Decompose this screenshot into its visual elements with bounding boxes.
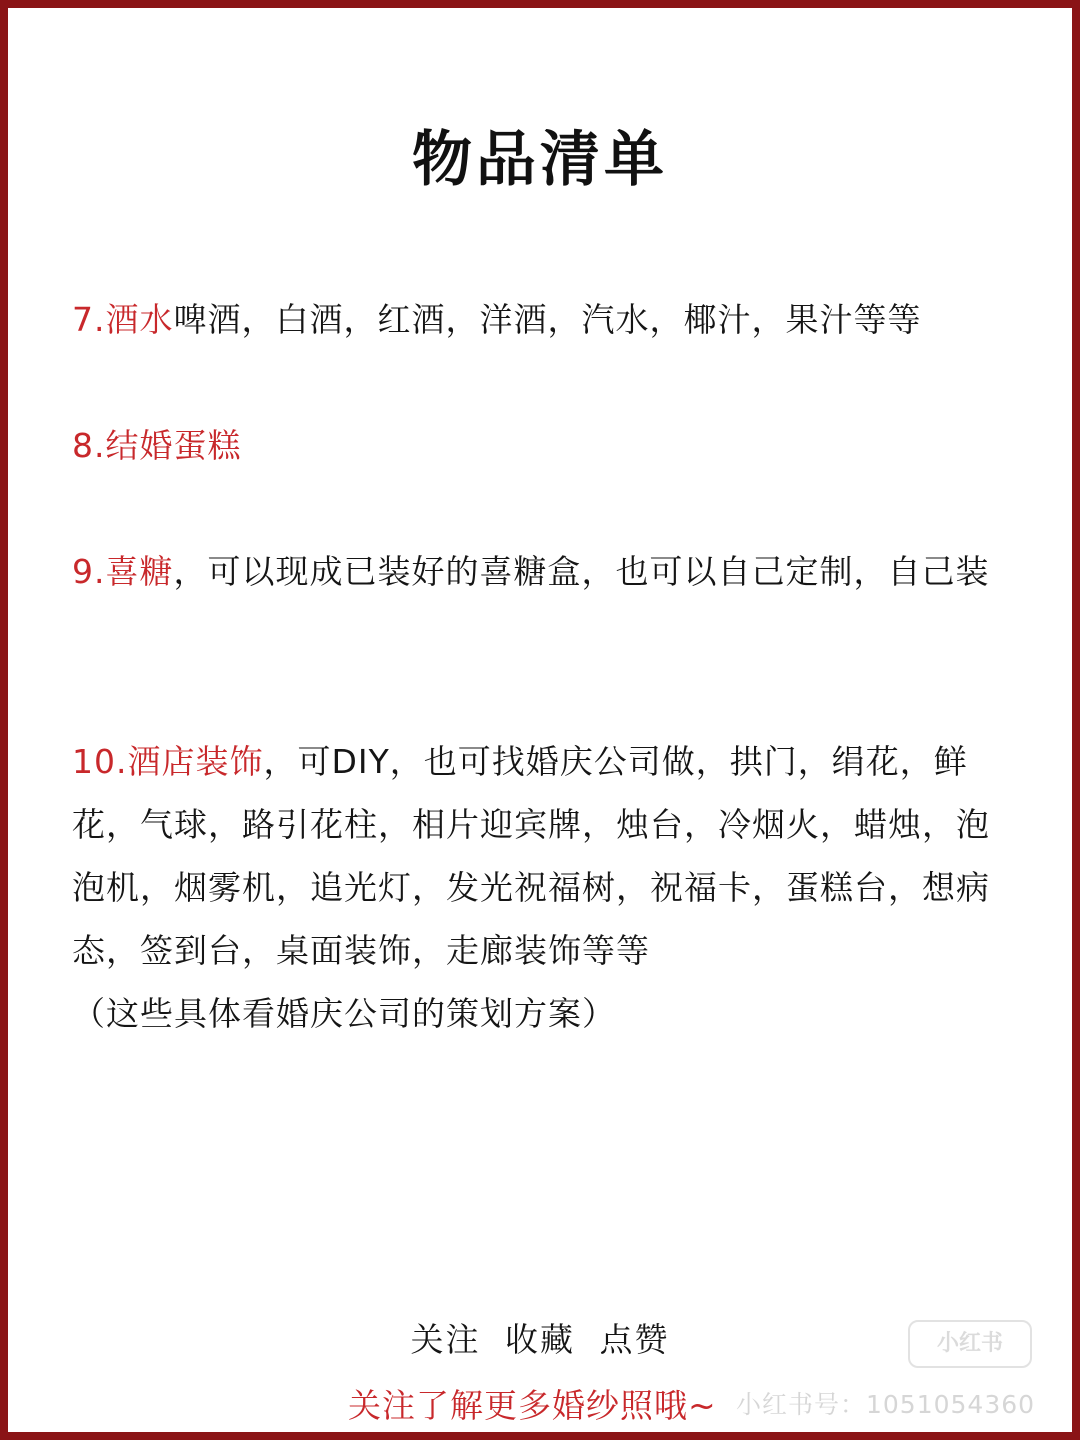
item-text: ，可DIY，也可找婚庆公司做，拱门，绢花，鲜花，气球，路引花柱，相片迎宾牌，烛台，冷烟火，蜡烛，泡泡机，烟雾机，追光灯，发光祝福树，祝福卡，蛋糕台，想病态，签到台，桌面装饰，走廊装饰等等	[72, 742, 990, 970]
planning-note: （这些具体看婚庆公司的策划方案）	[72, 994, 616, 1033]
item-text: 啤酒，白酒，红酒，洋酒，汽水，椰汁，果汁等等	[173, 300, 922, 339]
follow-button[interactable]: 关注	[410, 1320, 481, 1359]
item-number: 8.	[72, 426, 106, 465]
list-item-7	[72, 288, 992, 351]
item-number: 7.	[72, 300, 106, 339]
item-label: 结婚蛋糕	[105, 426, 242, 465]
page-title: 物品清单	[412, 125, 668, 195]
item-number: 9.	[72, 552, 106, 591]
item-number: 10.	[72, 742, 128, 781]
xiaohongshu-logo-watermark: 小红书	[908, 1320, 1032, 1368]
item-label: 喜糖	[105, 552, 174, 591]
list-item-10	[72, 730, 992, 982]
item-label: 酒水	[105, 300, 174, 339]
footer-cta: 关注了解更多婚纱照哦~	[348, 1386, 717, 1425]
item-label: 酒店装饰	[127, 742, 264, 781]
collect-button[interactable]: 收藏	[505, 1320, 575, 1359]
watermark-id-text: 小红书号：1051054360	[736, 1390, 1036, 1419]
list-item-8	[72, 414, 992, 477]
like-button[interactable]: 点赞	[599, 1320, 670, 1359]
item-text: ，可以现成已装好的喜糖盒，也可以自己定制，自己装	[173, 552, 990, 591]
list-item-9	[72, 540, 992, 603]
